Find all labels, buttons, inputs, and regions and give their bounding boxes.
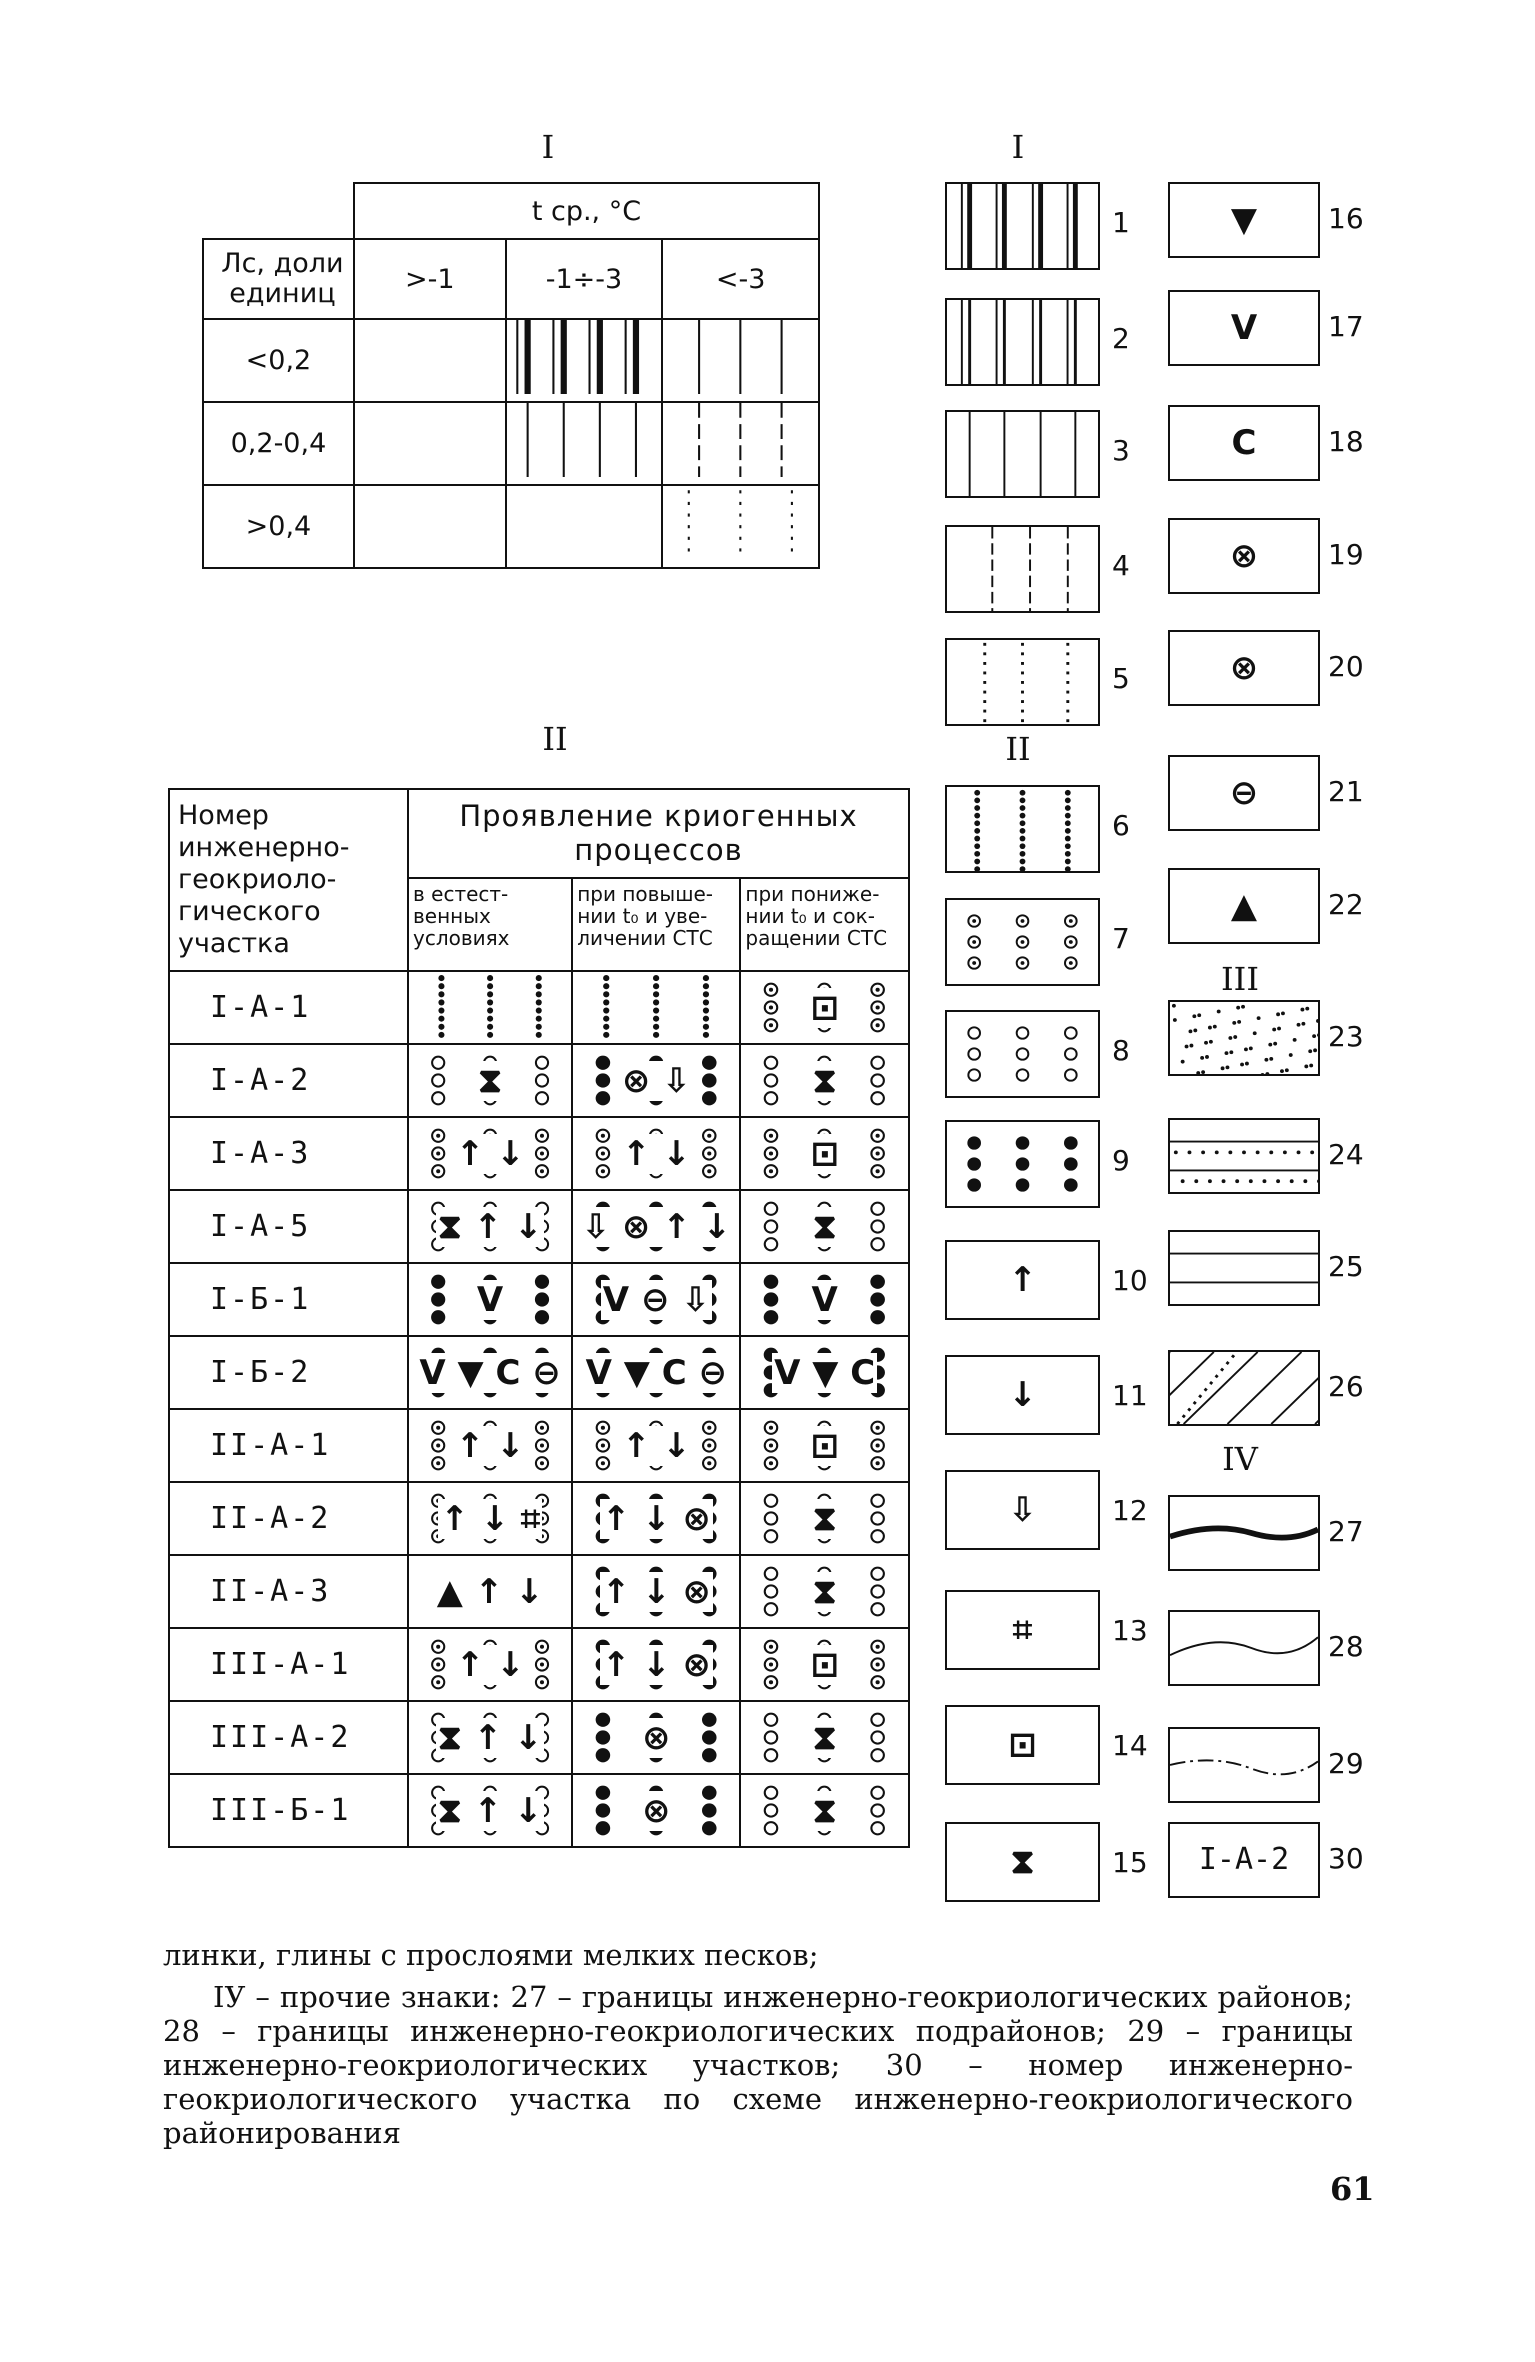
legend-item-6-box xyxy=(945,785,1100,873)
table2-cell-symbols: ⊡ xyxy=(810,1133,839,1174)
table2-cell xyxy=(572,1117,740,1190)
pattern-p2 xyxy=(947,300,1098,384)
legend-item-number: 1 xyxy=(1112,206,1130,239)
legend-item-29-box xyxy=(1168,1727,1320,1803)
pattern-p3 xyxy=(947,412,1098,496)
legend-item-number: 29 xyxy=(1328,1747,1364,1780)
table1-cell-p4 xyxy=(662,402,819,485)
table2-row-code: II-А-3 xyxy=(169,1555,408,1628)
table2-row-code: III-А-1 xyxy=(169,1628,408,1701)
table2-cell-symbols: ⧗ xyxy=(812,1717,837,1758)
table-II xyxy=(168,788,910,1848)
table2-row xyxy=(169,1190,909,1263)
legend-item-9-box xyxy=(945,1120,1100,1208)
table2-cell xyxy=(572,1482,740,1555)
table2-cell-symbols: ⧗ xyxy=(812,1060,837,1101)
table2-cell xyxy=(572,1701,740,1774)
legend-item-16-box xyxy=(1168,182,1320,258)
caption-para2: IУ – прочие знаки: 27 – границы инженерно-геокриологических районов; 28 – границы инженерно-геокриологических подрайонов; 29 – границы инженерно-геокриологических участков; 30 – номер инженерно-геокриологического участка по схеме инженерно-геокриологического районирования xyxy=(163,1980,1353,2150)
table2-header-col1-l4: гического xyxy=(178,896,321,927)
table2-header-main xyxy=(408,789,909,878)
legend-item-5-box xyxy=(945,638,1100,726)
table2-row-code: I-А-2 xyxy=(169,1044,408,1117)
legend-item-number: 13 xyxy=(1112,1614,1148,1647)
table2-cell-symbols: ▲ ↑ ↓ xyxy=(436,1571,544,1612)
table1-cell-p4 xyxy=(662,319,819,402)
legend-item-number: 18 xyxy=(1328,425,1364,458)
table2-cell-symbols: ⧗ xyxy=(812,1498,837,1539)
legend-symbol-14: ⊡ xyxy=(1008,1725,1037,1765)
legend-item-number: 24 xyxy=(1328,1138,1364,1171)
table2-cell xyxy=(408,1701,572,1774)
table1-cell xyxy=(354,319,506,402)
table1-cell-p1 xyxy=(506,319,663,402)
table2-row xyxy=(169,1263,909,1336)
legend-item-26-box xyxy=(1168,1350,1320,1426)
table2-header-col1 xyxy=(169,789,408,971)
legend-item-number: 30 xyxy=(1328,1842,1364,1875)
legend-item-30-box xyxy=(1168,1822,1320,1898)
table2-cell xyxy=(408,1336,572,1409)
legend-item-number: 22 xyxy=(1328,888,1364,921)
legend-item-24-box xyxy=(1168,1118,1320,1194)
legend-symbol-11: ↓ xyxy=(1008,1375,1037,1415)
table2-cell-symbols: V ▼ C xyxy=(774,1352,876,1393)
table2-cell-symbols: ⊡ xyxy=(810,987,839,1028)
section-label-II-legend: II xyxy=(1005,730,1031,768)
table2-row-code: I-Б-2 xyxy=(169,1336,408,1409)
pattern-p1 xyxy=(947,184,1098,268)
table2-row-code: I-А-5 xyxy=(169,1190,408,1263)
table2-header-col1-l5: участка xyxy=(178,928,290,959)
table2-cell-symbols: V ▼ C ⊖ xyxy=(585,1352,727,1393)
table2-header-col1-l2: инженерно- xyxy=(178,832,350,863)
table1-header-lc-line1: Лс, доли xyxy=(221,248,344,279)
table2-cell-symbols: V xyxy=(476,1279,504,1320)
sh3-l2: нии t₀ и сок- xyxy=(745,903,875,928)
table2-cell xyxy=(572,1190,740,1263)
pattern-p8 xyxy=(947,1012,1098,1096)
table2-row-code: I-А-1 xyxy=(169,971,408,1044)
table2-cell xyxy=(408,971,572,1044)
table2-cell xyxy=(740,1555,909,1628)
table1-col-3: <-3 xyxy=(662,239,819,319)
table2-cell xyxy=(408,1555,572,1628)
table2-cell xyxy=(740,1482,909,1555)
table2-cell-symbols: ↑ ↓ ⊗ xyxy=(601,1644,711,1685)
table2-body xyxy=(169,971,909,1847)
table2-cell-symbols: ⊡ xyxy=(810,1644,839,1685)
table2-subheader-2 xyxy=(572,878,740,971)
table2-cell xyxy=(408,1628,572,1701)
legend-item-number: 16 xyxy=(1328,202,1364,235)
table2-cell-symbols: ↑ ↓ xyxy=(455,1425,525,1466)
legend-item-number: 26 xyxy=(1328,1370,1364,1403)
table2-header-main-l2: процессов xyxy=(574,833,743,868)
table2-cell xyxy=(408,1482,572,1555)
legend-item-17-box xyxy=(1168,290,1320,366)
legend-symbol-18: C xyxy=(1231,423,1257,463)
legend-item-number: 15 xyxy=(1112,1846,1148,1879)
legend-item-number: 5 xyxy=(1112,662,1130,695)
legend-item-number: 21 xyxy=(1328,775,1364,808)
pattern-hatch xyxy=(1170,1352,1318,1424)
table2-subheader-3 xyxy=(740,878,909,971)
table2-row-code: III-А-2 xyxy=(169,1701,408,1774)
legend-item-1-box xyxy=(945,182,1100,270)
legend-symbol-16: ▼ xyxy=(1230,200,1258,240)
table2-subheader-1 xyxy=(408,878,572,971)
table2-cell xyxy=(572,1336,740,1409)
table2-cell-symbols: ⊗ xyxy=(642,1717,671,1758)
sh2-l2: нии t₀ и уве- xyxy=(577,903,708,928)
table2-cell xyxy=(572,1263,740,1336)
table2-header-main-l1: Проявление криогенных xyxy=(459,799,858,834)
table1-cell xyxy=(506,485,663,568)
table2-cell-symbols: ⇩ ⊗ ↑ ↓ xyxy=(581,1206,732,1247)
sh3-l1: при пониже- xyxy=(745,881,880,906)
table2-cell-symbols: ↑ ↓ xyxy=(455,1133,525,1174)
table2-cell xyxy=(572,1774,740,1847)
table2-cell-symbols: ↑ ↓ xyxy=(455,1644,525,1685)
table1-row-label: >0,4 xyxy=(203,485,354,568)
section-label-IV-legend: IV xyxy=(1222,1440,1258,1478)
table2-row xyxy=(169,1409,909,1482)
table2-cell xyxy=(740,1409,909,1482)
legend-item-number: 3 xyxy=(1112,434,1130,467)
table2-cell xyxy=(408,1263,572,1336)
legend-symbol-17: V xyxy=(1230,308,1258,348)
legend-item-22-box xyxy=(1168,868,1320,944)
pattern-boundary29 xyxy=(1170,1729,1318,1801)
legend-item-number: 2 xyxy=(1112,322,1130,355)
table2-cell-symbols: ⧗ xyxy=(812,1206,837,1247)
table2-cell-symbols: ⊗ ⇩ xyxy=(621,1060,691,1101)
table2-cell-symbols: ↑ ↓ ⌗ xyxy=(440,1498,540,1539)
pattern-p6 xyxy=(947,787,1098,871)
legend-item-25-box xyxy=(1168,1230,1320,1306)
legend-item-number: 12 xyxy=(1112,1494,1148,1527)
caption-line1: линки, глины с прослоями мелких песков; xyxy=(163,1938,819,1972)
table2-cell xyxy=(408,1190,572,1263)
table2-cell-symbols: ↑ ↓ xyxy=(621,1133,691,1174)
sh1-l2: венных xyxy=(413,903,491,928)
legend-item-8-box xyxy=(945,1010,1100,1098)
table2-cell xyxy=(572,1409,740,1482)
legend-item-number: 8 xyxy=(1112,1034,1130,1067)
table2-cell xyxy=(572,1555,740,1628)
legend-item-23-box xyxy=(1168,1000,1320,1076)
table1-header-temp: t ср., °C xyxy=(354,183,819,239)
table2-header-col1-l3: геокриоло- xyxy=(178,864,337,895)
legend-item-15-box xyxy=(945,1822,1100,1902)
table2-cell xyxy=(740,1628,909,1701)
pattern-p6 xyxy=(409,972,571,1043)
table1-cell-p3 xyxy=(506,402,663,485)
legend-symbol-22: ▲ xyxy=(1230,886,1258,926)
legend-item-number: 17 xyxy=(1328,310,1364,343)
table2-cell-symbols: ⧗ ↑ ↓ xyxy=(437,1717,543,1758)
table1-cell xyxy=(354,402,506,485)
legend-item-number: 25 xyxy=(1328,1250,1364,1283)
pattern-boundary27 xyxy=(1170,1497,1318,1569)
sh1-l3: условиях xyxy=(413,925,510,950)
table2-row-code: II-А-1 xyxy=(169,1409,408,1482)
table2-cell-symbols: V ⊖ ⇩ xyxy=(602,1279,710,1320)
legend-item-number: 10 xyxy=(1112,1264,1148,1297)
pattern-lines xyxy=(1170,1232,1318,1304)
pattern-p9 xyxy=(947,1122,1098,1206)
legend-item-10-box xyxy=(945,1240,1100,1320)
pattern-dots xyxy=(1170,1002,1318,1074)
table2-row xyxy=(169,1044,909,1117)
legend-item-number: 7 xyxy=(1112,922,1130,955)
table2-cell-symbols: ⊡ xyxy=(810,1425,839,1466)
table2-cell-symbols: V xyxy=(811,1279,838,1320)
section-label-II-table: II xyxy=(542,720,568,758)
legend-item-number: 20 xyxy=(1328,650,1364,683)
pattern-dotline xyxy=(1170,1120,1318,1192)
legend-item-number: 9 xyxy=(1112,1144,1130,1177)
table2-cell xyxy=(572,1044,740,1117)
legend-item-3-box xyxy=(945,410,1100,498)
section-label-III-legend: III xyxy=(1221,960,1259,998)
legend-item-number: 11 xyxy=(1112,1379,1148,1412)
table2-cell xyxy=(740,1190,909,1263)
table2-row xyxy=(169,1628,909,1701)
table2-cell xyxy=(740,1263,909,1336)
table2-row xyxy=(169,1117,909,1190)
legend-symbol-20: ⊗ xyxy=(1229,648,1259,688)
pattern-p5 xyxy=(947,640,1098,724)
table2-row-code: III-Б-1 xyxy=(169,1774,408,1847)
legend-symbol-15: ⧗ xyxy=(1010,1842,1035,1882)
table2-cell xyxy=(740,971,909,1044)
legend-item-19-box xyxy=(1168,518,1320,594)
table1-header-lc xyxy=(203,239,354,319)
legend-text-30: I-А-2 xyxy=(1198,1842,1290,1877)
legend-item-2-box xyxy=(945,298,1100,386)
legend-item-21-box xyxy=(1168,755,1320,831)
legend-item-13-box xyxy=(945,1590,1100,1670)
table2-cell-symbols: ⊗ xyxy=(642,1790,671,1831)
table2-row xyxy=(169,971,909,1044)
table2-cell-symbols: ↑ ↓ xyxy=(621,1425,691,1466)
table1-cell-p5 xyxy=(662,485,819,568)
legend-item-11-box xyxy=(945,1355,1100,1435)
table2-cell-symbols: ⧗ xyxy=(812,1790,837,1831)
legend-item-7-box xyxy=(945,898,1100,986)
table2-cell xyxy=(572,1628,740,1701)
legend-item-number: 4 xyxy=(1112,549,1130,582)
table2-cell xyxy=(740,1044,909,1117)
pattern-p6 xyxy=(573,972,739,1043)
legend-item-number: 28 xyxy=(1328,1630,1364,1663)
legend-item-number: 19 xyxy=(1328,538,1364,571)
table2-cell xyxy=(740,1336,909,1409)
legend-item-number: 23 xyxy=(1328,1020,1364,1053)
table2-row xyxy=(169,1482,909,1555)
table2-row xyxy=(169,1555,909,1628)
table2-cell xyxy=(408,1117,572,1190)
table1-row-label: 0,2-0,4 xyxy=(203,402,354,485)
table2-cell-symbols: V ▼ C ⊖ xyxy=(419,1352,561,1393)
table1-header-lc-line2: единиц xyxy=(229,278,336,309)
legend-symbol-10: ↑ xyxy=(1008,1260,1037,1300)
legend-item-28-box xyxy=(1168,1610,1320,1686)
table2-row-code: I-Б-1 xyxy=(169,1263,408,1336)
legend-item-4-box xyxy=(945,525,1100,613)
table2-cell-symbols: ↑ ↓ ⊗ xyxy=(601,1571,711,1612)
table2-cell-symbols: ⧗ xyxy=(478,1060,503,1101)
section-label-I-legend: I xyxy=(1011,128,1025,166)
table2-cell xyxy=(408,1774,572,1847)
table2-cell-symbols: ⧗ xyxy=(812,1571,837,1612)
pattern-boundary28 xyxy=(1170,1612,1318,1684)
table2-row xyxy=(169,1701,909,1774)
sh3-l3: ращении СТС xyxy=(745,925,888,950)
legend-symbol-12: ⇩ xyxy=(1008,1490,1037,1530)
table2-cell-symbols: ⧗ ↑ ↓ xyxy=(437,1206,543,1247)
table2-row-code: II-А-2 xyxy=(169,1482,408,1555)
legend-item-14-box xyxy=(945,1705,1100,1785)
page-number: 61 xyxy=(1330,2170,1375,2208)
table2-header-col1-l1: Номер xyxy=(178,800,269,831)
legend-item-27-box xyxy=(1168,1495,1320,1571)
legend-item-12-box xyxy=(945,1470,1100,1550)
sh2-l3: личении СТС xyxy=(577,925,713,950)
table2-cell xyxy=(740,1701,909,1774)
table2-cell xyxy=(572,971,740,1044)
table2-cell-symbols: ⧗ ↑ ↓ xyxy=(437,1790,543,1831)
table2-cell xyxy=(408,1409,572,1482)
table2-row-code: I-А-3 xyxy=(169,1117,408,1190)
table2-cell xyxy=(740,1774,909,1847)
table1-row-label: <0,2 xyxy=(203,319,354,402)
legend-symbol-21: ⊖ xyxy=(1229,773,1259,813)
table1-cell xyxy=(354,485,506,568)
table1-col-2: -1÷-3 xyxy=(506,239,663,319)
legend-symbol-19: ⊗ xyxy=(1229,536,1259,576)
table2-cell-symbols: ↑ ↓ ⊗ xyxy=(601,1498,711,1539)
sh2-l1: при повыше- xyxy=(577,881,714,906)
pattern-p7 xyxy=(947,900,1098,984)
legend-item-number: 6 xyxy=(1112,809,1130,842)
legend-item-number: 27 xyxy=(1328,1515,1364,1548)
table2-cell xyxy=(408,1044,572,1117)
table-I xyxy=(202,182,820,569)
section-label-I-table: I xyxy=(541,128,555,166)
sh1-l1: в естест- xyxy=(413,881,509,906)
legend-item-number: 14 xyxy=(1112,1729,1148,1762)
table2-cell xyxy=(740,1117,909,1190)
table1-col-1: >-1 xyxy=(354,239,506,319)
legend-item-20-box xyxy=(1168,630,1320,706)
legend-item-18-box xyxy=(1168,405,1320,481)
table2-row xyxy=(169,1774,909,1847)
legend-symbol-13: ⌗ xyxy=(1012,1610,1033,1650)
pattern-p4 xyxy=(947,527,1098,611)
table2-row xyxy=(169,1336,909,1409)
